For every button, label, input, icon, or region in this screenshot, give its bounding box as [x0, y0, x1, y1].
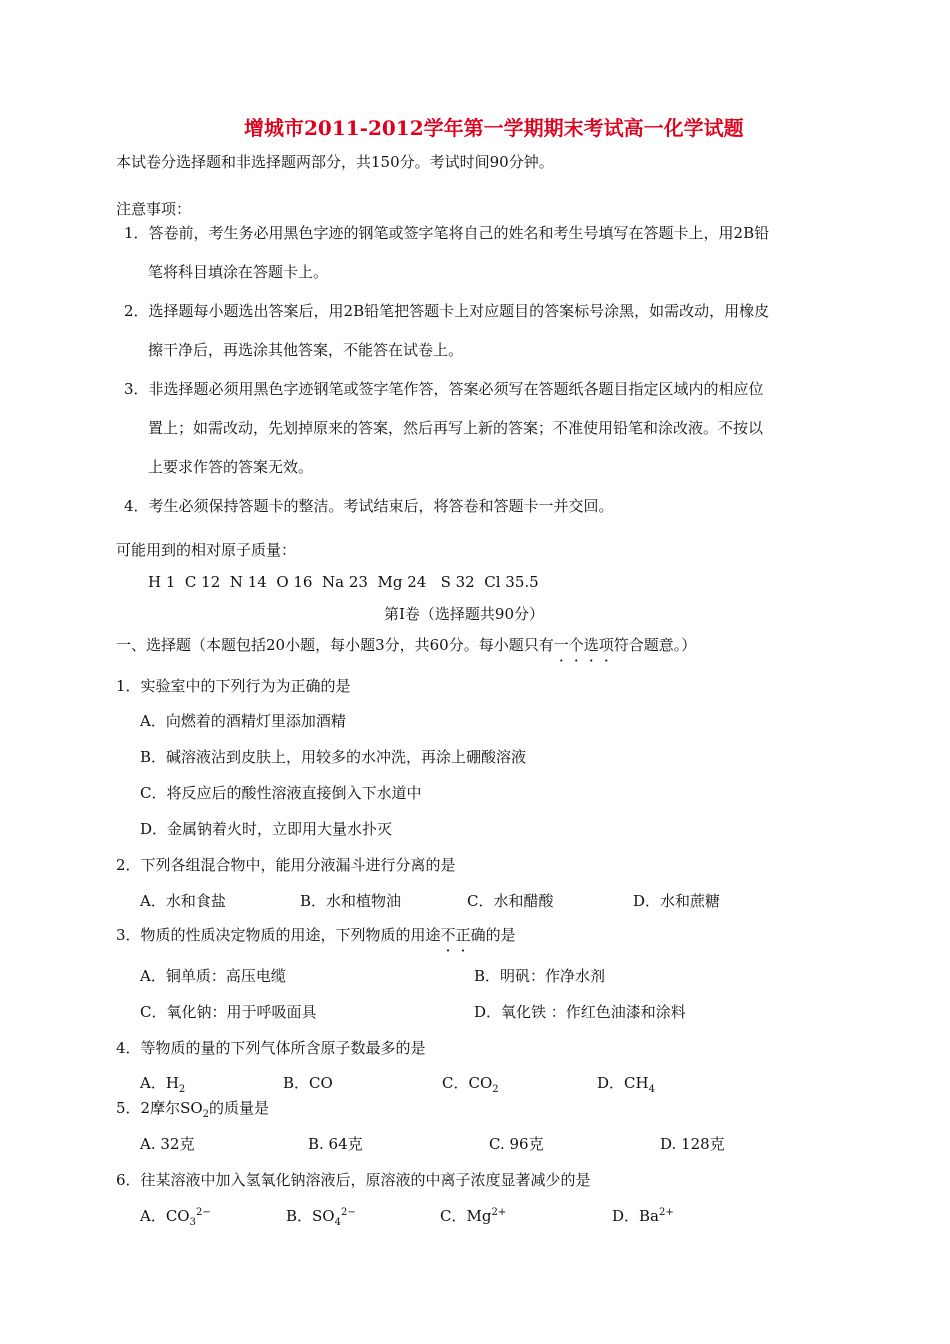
q5-stem-start: 5．2摩尔SO [116, 1099, 203, 1117]
notes-heading: 注意事项： [116, 200, 192, 218]
q4-option-b: B．CO [283, 1074, 333, 1092]
q5-option-a: A. 32克 [140, 1135, 195, 1153]
q6-option-d-text: D．Ba [612, 1207, 659, 1225]
q6-option-c [440, 1206, 506, 1226]
superscript: 2+ [491, 1207, 507, 1218]
instr-text-start: 一、选择题（本题包括20小题，每小题3分，共60分。每小题只有 [116, 636, 554, 654]
q4-option-c [442, 1073, 499, 1093]
q1-option-c: C．将反应后的酸性溶液直接倒入下水道中 [140, 784, 422, 802]
subscript: 2 [492, 1084, 499, 1095]
q6-option-d [612, 1206, 674, 1226]
subscript: 2 [202, 1109, 210, 1120]
question-1-stem: 1．实验室中的下列行为为正确的是 [116, 677, 351, 695]
q4-option-d-text: D．CH [597, 1074, 649, 1092]
q4-option-a [140, 1073, 185, 1093]
note-2-line-2: 擦干净后，再选涂其他答案，不能答在试卷上。 [148, 341, 464, 359]
emphasis-char: 正 [455, 926, 471, 944]
note-3-line-1: 3．非选择题必须用黑色字迹钢笔或签字笔作答，答案必须写在答题纸各题目指定区域内的相应位 [124, 380, 764, 398]
subscript: 2 [178, 1084, 186, 1095]
instr-text-end: 符合题意。） [613, 636, 697, 654]
question-4-stem: 4．等物质的量的下列气体所含原子数最多的是 [116, 1039, 426, 1057]
question-6-stem: 6．往某溶液中加入氢氧化钠溶液后，原溶液的中离子浓度显著减少的是 [116, 1171, 591, 1189]
q2-option-d: D．水和蔗糖 [633, 892, 721, 910]
q3-option-d: D．氧化铁 ：作红色油漆和涂料 [474, 1003, 686, 1021]
question-5-stem [116, 1098, 269, 1118]
q5-option-c: C. 96克 [489, 1135, 544, 1153]
q6-option-a-text: A．CO [140, 1207, 190, 1225]
section-title: 第Ⅰ卷（选择题共90分） [384, 605, 545, 623]
q3-option-c: C．氧化钠：用于呼吸面具 [140, 1003, 317, 1021]
emphasis-char: 项 [598, 636, 614, 654]
q2-option-a: A．水和食盐 [140, 892, 226, 910]
q4-option-c-text: C．CO [442, 1074, 493, 1092]
q5-stem-end: 的质量是 [209, 1099, 270, 1117]
note-2-line-1: 2．选择题每小题选出答案后，用2B铅笔把答题卡上对应题目的答案标号涂黑，如需改动，用橡皮 [124, 302, 770, 320]
superscript: 2+ [659, 1207, 674, 1218]
q3-option-a: A．铜单质：高压电缆 [140, 967, 286, 985]
subscript: 4 [334, 1217, 341, 1228]
note-4: 4．考生必须保持答题卡的整洁。考试结束后，将答卷和答题卡一并交回。 [124, 497, 614, 515]
emphasis-char: 选 [583, 636, 599, 654]
atomic-mass-heading: 可能用到的相对原子质量： [116, 541, 297, 559]
subscript: 3 [189, 1217, 196, 1228]
exam-title: 增城市2011-2012学年第一学期期末考试高一化学试题 [244, 116, 744, 140]
superscript: 2− [340, 1207, 356, 1218]
q2-option-b: B．水和植物油 [300, 892, 402, 910]
q4-option-d [597, 1073, 655, 1093]
q1-option-b: B．碱溶液沾到皮肤上，用较多的水冲洗，再涂上硼酸溶液 [140, 748, 527, 766]
q5-option-b: B. 64克 [308, 1135, 363, 1153]
exam-intro: 本试卷分选择题和非选择题两部分，共150分。考试时间90分钟。 [116, 153, 554, 171]
emphasis-char: 一 [553, 636, 569, 654]
q6-option-c-text: C．Mg [440, 1207, 492, 1225]
note-3-line-3: 上要求作答的答案无效。 [148, 458, 314, 476]
subscript: 4 [648, 1084, 655, 1095]
q6-option-b-text: B．SO [286, 1207, 335, 1225]
q5-option-d: D. 128克 [660, 1135, 725, 1153]
q1-option-d: D．金属钠着火时，立即用大量水扑灭 [140, 820, 393, 838]
q1-option-a: A．向燃着的酒精灯里添加酒精 [140, 712, 346, 730]
note-1-line-1: 1．答卷前，考生务必用黑色字迹的钢笔或签字笔将自己的姓名和考生号填写在答题卡上，用2B铅 [124, 224, 770, 242]
emphasis-char: 不 [440, 926, 456, 944]
q3-stem-start: 3．物质的性质决定物质的用途，下列物质的用途 [116, 926, 441, 944]
q6-option-a [140, 1206, 211, 1226]
atomic-mass-values: H 1 C 12 N 14 O 16 Na 23 Mg 24 S 32 Cl 35.5 [148, 573, 539, 591]
emphasis-char: 个 [568, 636, 584, 654]
question-2-stem: 2．下列各组混合物中，能用分液漏斗进行分离的是 [116, 856, 456, 874]
note-3-line-2: 置上；如需改动，先划掉原来的答案，然后再写上新的答案；不准使用铅笔和涂改液。不按以 [148, 419, 764, 437]
q4-option-a-text: A．H [140, 1074, 179, 1092]
q6-option-b [286, 1206, 356, 1226]
q3-option-b: B．明矾：作净水剂 [474, 967, 606, 985]
q3-stem-end: 确的是 [470, 926, 516, 944]
superscript: 2− [195, 1207, 211, 1218]
note-1-line-2: 笔将科目填涂在答题卡上。 [148, 263, 329, 281]
section-instructions [116, 635, 696, 655]
q2-option-c: C．水和醋酸 [467, 892, 554, 910]
question-3-stem [116, 925, 516, 945]
